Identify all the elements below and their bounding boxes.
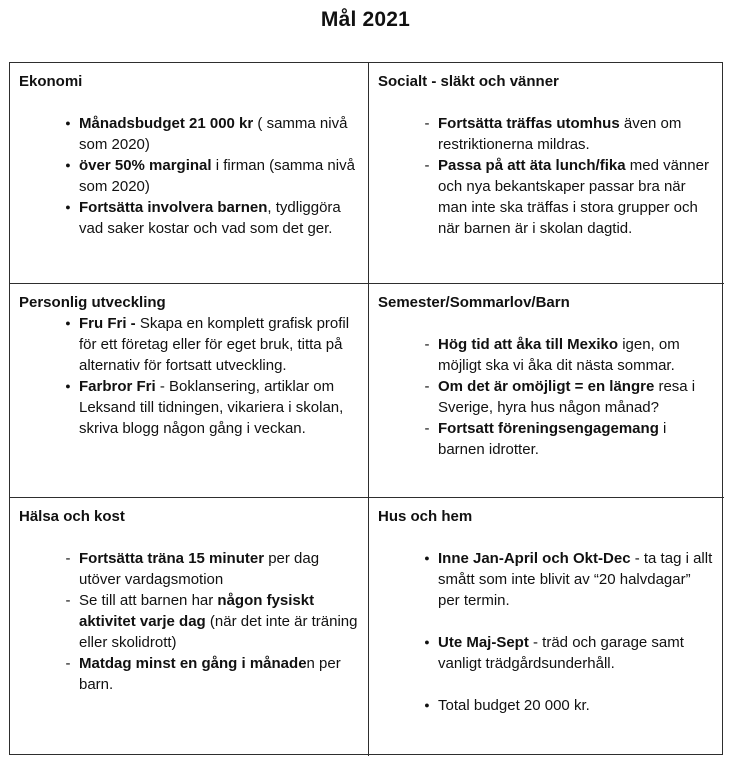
goal-item [416,113,716,155]
goal-list [19,113,362,239]
goal-item [416,155,716,239]
goal-item-text: Farbror Fri - Boklansering, artiklar om Leksand till tidningen, vikariera i skolan, skriva blogg någon gång i veckan. [79,378,344,437]
dash-icon: - [65,550,71,567]
cell-semester-sommarlov-barn [369,284,724,498]
goal-item-text: Passa på att äta lunch/fika med vänner och nya bekantskaper passar bra när man inte ska träffas i stora grupper och när barnen är i skolan dagtid. [438,157,709,237]
goal-item-text: Inne Jan-April och Okt-Dec - ta tag i allt smått som inte blivit av “20 halvdagar” per termin. [438,550,713,609]
goal-list [19,548,362,695]
goal-item-text: över 50% marginal i firman (samma nivå som 2020) [79,157,355,195]
goal-item [57,548,360,590]
goal-item [416,376,716,418]
goal-item [57,313,360,376]
cell-title-ekonomi: Ekonomi [19,73,83,90]
cell-personlig-utveckling [10,284,369,498]
goal-item [57,653,360,695]
cell-title-socialt: Socialt - släkt och vänner [378,73,559,90]
goal-item-text: Fortsätta involvera barnen, tydliggöra vad saker kostar och vad som det ger. [79,199,341,237]
goal-item [57,113,360,155]
goal-item-text: Fortsatt föreningsengagemang i barnen idrotter. [438,420,667,458]
page-title: Mål 2021 [320,8,411,31]
cell-ekonomi [10,63,369,284]
goal-item [416,632,716,674]
cell-socialt [369,63,724,284]
goal-item-text: Matdag minst en gång i månaden per barn. [79,655,341,693]
dash-icon: - [424,157,430,174]
goal-item-text: Fortsätta träffas utomhus även om restriktionerna mildras. [438,115,682,153]
goal-item [416,548,716,611]
goal-item [57,376,360,439]
goal-item-text: Månadsbudget 21 000 kr ( samma nivå som 2020) [79,115,348,153]
bullet-icon: ● [424,637,430,647]
dash-icon: - [65,655,71,672]
goal-item [416,334,716,376]
dash-icon: - [424,336,430,353]
goal-item [416,695,716,716]
dash-icon: - [424,420,430,437]
goal-item [57,197,360,239]
goal-item [416,418,716,460]
dash-icon: - [65,592,71,609]
goal-item-text: Fortsätta träna 15 minuter per dag utöver vardagsmotion [79,550,320,588]
goal-item [57,155,360,197]
goal-item-text: Hög tid att åka till Mexiko igen, om möjligt ska vi åka dit nästa sommar. [438,336,680,374]
goal-item-text: Fru Fri - Skapa en komplett grafisk profil för ett företag eller för eget bruk, titta på alternativ för fortsatt utveckling. [79,315,350,374]
bullet-icon: ● [65,318,71,328]
cell-title-semester-sommarlov-barn: Semester/Sommarlov/Barn [378,294,570,311]
goal-item-text: Om det är omöjligt = en längre resa i Sverige, hyra hus någon månad? [438,378,696,416]
goal-item-text: Ute Maj-Sept - träd och garage samt vanligt trädgårdsunderhåll. [438,634,684,672]
goals-table [9,62,723,755]
cell-title-hus-och-hem: Hus och hem [378,508,473,525]
bullet-icon: ● [65,118,71,128]
goal-list [19,313,362,439]
goal-item [57,590,360,653]
bullet-icon: ● [65,381,71,391]
cell-hus-och-hem [369,498,724,756]
goal-list [378,113,718,239]
cell-title-personlig-utveckling: Personlig utveckling [19,294,166,311]
goal-item-text: Se till att barnen har någon fysiskt aktivitet varje dag (när det inte är träning eller skolidrott) [79,592,358,651]
bullet-icon: ● [424,700,430,710]
cell-title-halsa-och-kost: Hälsa och kost [19,508,125,525]
bullet-icon: ● [65,202,71,212]
bullet-icon: ● [65,160,71,170]
cell-halsa-och-kost [10,498,369,756]
dash-icon: - [424,378,430,395]
dash-icon: - [424,115,430,132]
goal-item-text: Total budget 20 000 kr. [438,697,590,714]
goal-list [378,548,718,716]
goal-list [378,334,718,460]
bullet-icon: ● [424,553,430,563]
